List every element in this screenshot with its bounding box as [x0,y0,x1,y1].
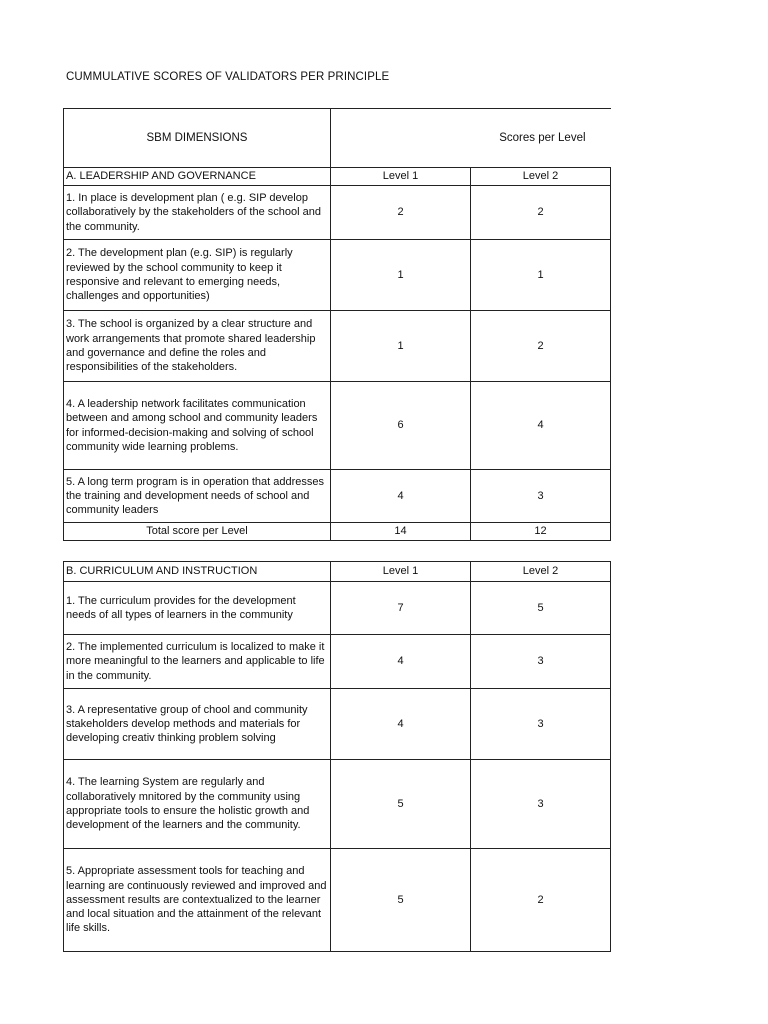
level-1-score: 4 [331,470,471,523]
criterion-text: 3. The school is organized by a clear structure and work arrangements that promote shared leadership and governance and define the roles and responsibilities of the stakeholders. [64,311,331,382]
total-label: Total score per Level [64,523,331,541]
table-row [64,582,611,635]
table-row [64,635,611,689]
criterion-text: 5. Appropriate assessment tools for teaching and learning are continuously reviewed and improved and assessment results are contextualized to the learner and local situation and the attainment of the relevant life skills. [64,849,331,952]
total-level-1: 14 [331,523,471,541]
level-2-header: Level 2 [471,562,611,582]
criterion-text: 4. The learning System are regularly and collaboratively mnitored by the community using appropriate tools to ensure the holistic growth and development of the learners and the community. [64,760,331,849]
table-row [64,849,611,952]
level-2-score: 4 [471,382,611,470]
level-2-header: Level 2 [471,168,611,186]
level-2-score: 3 [471,689,611,760]
level-2-score: 2 [471,311,611,382]
table-row [64,470,611,523]
level-2-score: 1 [471,240,611,311]
table-row [64,186,611,240]
level-1-score: 5 [331,849,471,952]
section-name: A. LEADERSHIP AND GOVERNANCE [64,168,331,186]
level-2-score: 5 [471,582,611,635]
level-2-score: 2 [471,186,611,240]
table-row [64,760,611,849]
criterion-text: 5. A long term program is in operation that addresses the training and development needs of school and community leaders [64,470,331,523]
level-1-score: 1 [331,311,471,382]
table-row [64,382,611,470]
curriculum-instruction-table [63,561,611,952]
table-row [64,311,611,382]
criterion-text: 2. The development plan (e.g. SIP) is regularly reviewed by the school community to keep it responsive and relevant to emerging needs, challenges and opportunities) [64,240,331,311]
document-title: CUMMULATIVE SCORES OF VALIDATORS PER PRINCIPLE [66,71,390,83]
level-1-score: 7 [331,582,471,635]
level-2-score: 3 [471,470,611,523]
level-2-score: 2 [471,849,611,952]
level-2-score: 3 [471,635,611,689]
section-header-row [64,168,611,186]
table-row [64,689,611,760]
table-header-row [64,109,611,168]
criterion-text: 1. In place is development plan ( e.g. SIP develop collaboratively by the stakeholders of the school and the community. [64,186,331,240]
criterion-text: 2. The implemented curriculum is localized to make it more meaningful to the learners and applicable to life in the community. [64,635,331,689]
level-1-header: Level 1 [331,562,471,582]
scores-per-level-header: Scores per Level [331,109,611,168]
level-1-score: 6 [331,382,471,470]
section-name: B. CURRICULUM AND INSTRUCTION [64,562,331,582]
criterion-text: 1. The curriculum provides for the development needs of all types of learners in the community [64,582,331,635]
level-1-header: Level 1 [331,168,471,186]
level-1-score: 5 [331,760,471,849]
level-1-score: 2 [331,186,471,240]
sbm-dimensions-header: SBM DIMENSIONS [64,109,331,168]
level-1-score: 4 [331,635,471,689]
table-row [64,240,611,311]
total-row [64,523,611,541]
total-level-2: 12 [471,523,611,541]
level-2-score: 3 [471,760,611,849]
level-1-score: 1 [331,240,471,311]
level-1-score: 4 [331,689,471,760]
section-header-row [64,562,611,582]
leadership-governance-table [63,108,611,541]
criterion-text: 3. A representative group of chool and community stakeholders develop methods and materials for developing creativ thinking problem solving [64,689,331,760]
criterion-text: 4. A leadership network facilitates communication between and among school and community leaders for informed-decision-making and solving of school community wide learning problems. [64,382,331,470]
